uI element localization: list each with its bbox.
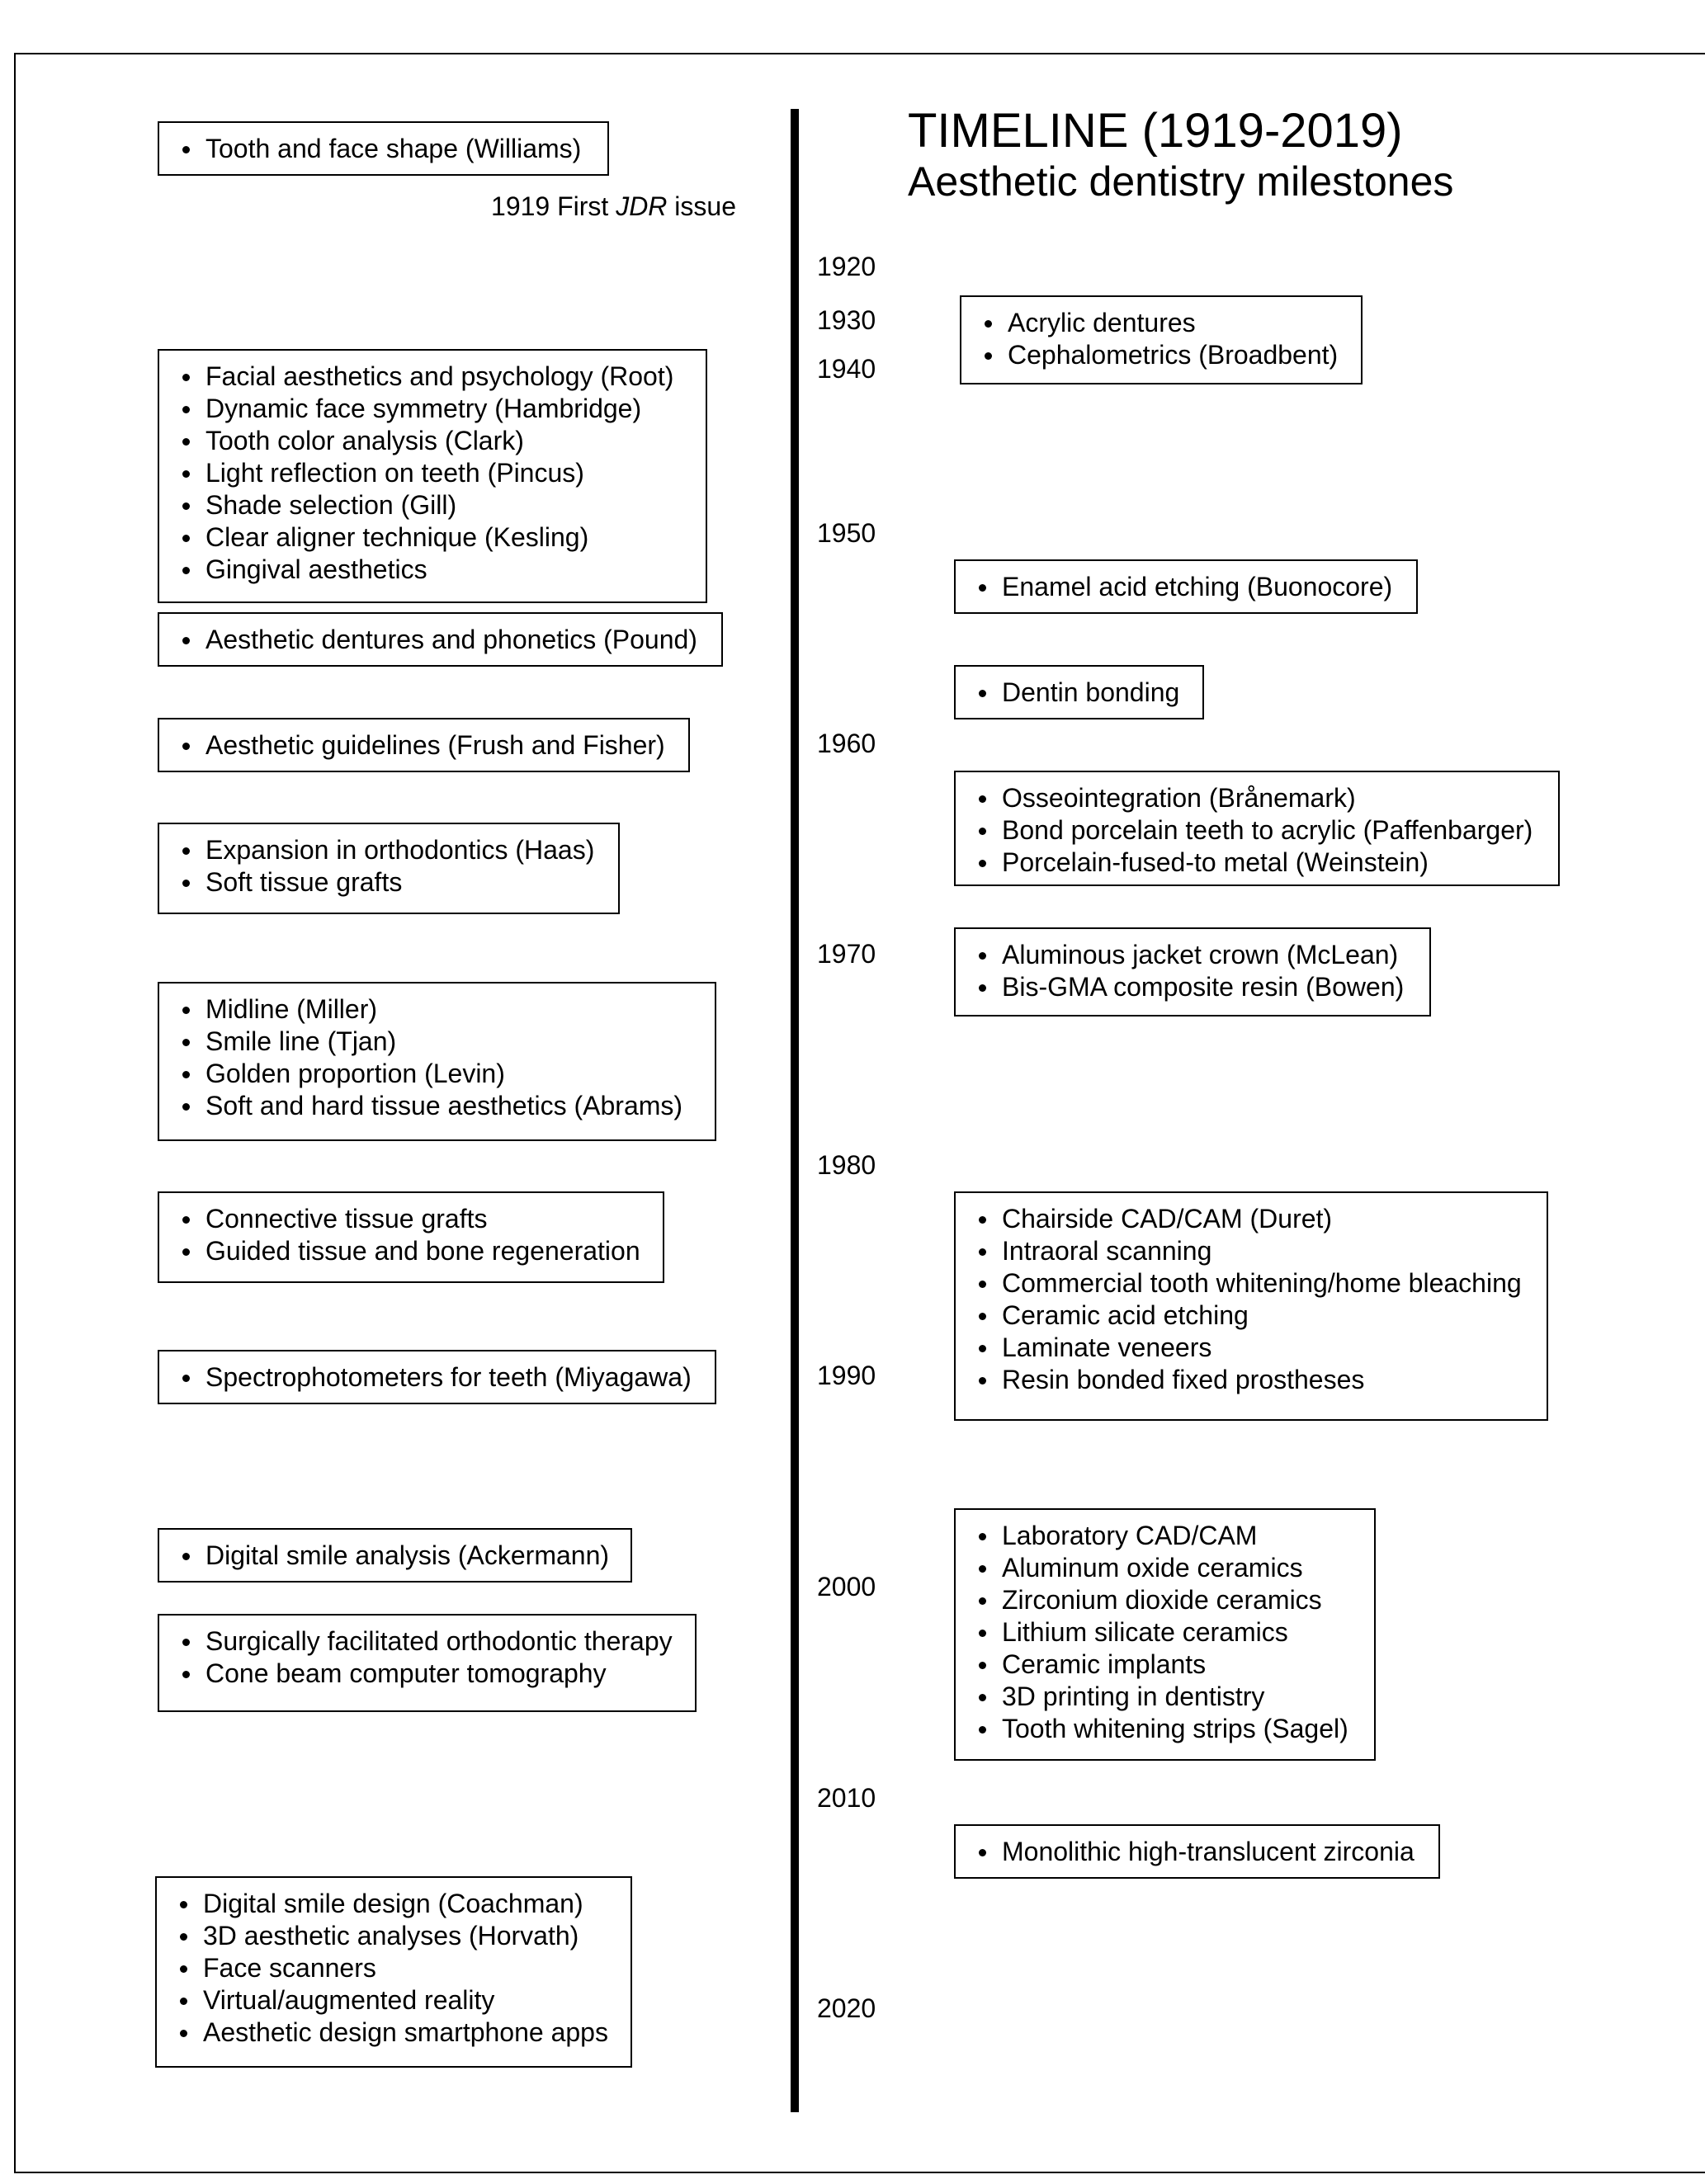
milestone-list [974,571,1398,603]
right-milestone-box [960,295,1363,384]
milestone-tooth-and-face-shape-williams: Tooth and face shape (Williams) [177,133,589,165]
milestone-smile-line-tjan: Smile line (Tjan) [177,1026,697,1058]
milestone-list [980,307,1343,371]
milestone-cone-beam-computer-tomography: Cone beam computer tomography [177,1658,677,1690]
milestone-3d-aesthetic-analyses-horvath: 3D aesthetic analyses (Horvath) [175,1920,612,1952]
milestone-connective-tissue-grafts: Connective tissue grafts [177,1203,645,1235]
milestone-list [177,834,600,899]
milestone-list [974,1520,1356,1745]
milestone-face-scanners: Face scanners [175,1952,612,1984]
milestone-osseointegration-br-nemark: Osseointegration (Brånemark) [974,782,1540,814]
milestone-monolithic-high-translucent-zirconia: Monolithic high-translucent zirconia [974,1836,1420,1868]
milestone-list [177,729,670,762]
right-milestone-box [954,559,1418,614]
milestone-dynamic-face-symmetry-hambridge: Dynamic face symmetry (Hambridge) [177,393,687,425]
milestone-digital-smile-design-coachman: Digital smile design (Coachman) [175,1888,612,1920]
milestone-commercial-tooth-whitening-home-bleaching: Commercial tooth whitening/home bleaching [974,1267,1528,1300]
first-issue-prefix: 1919 First [491,191,616,221]
milestone-laboratory-cad-cam: Laboratory CAD/CAM [974,1520,1356,1552]
left-milestone-box [158,982,716,1141]
year-label: 1980 [817,1150,876,1180]
left-milestone-box [155,1876,632,2068]
milestone-enamel-acid-etching-buonocore: Enamel acid etching (Buonocore) [974,571,1398,603]
milestone-zirconium-dioxide-ceramics: Zirconium dioxide ceramics [974,1584,1356,1616]
milestone-tooth-whitening-strips-sagel: Tooth whitening strips (Sagel) [974,1713,1356,1745]
year-label: 1940 [817,354,876,384]
milestone-shade-selection-gill: Shade selection (Gill) [177,489,687,521]
milestone-list [177,624,703,656]
year-label: 1970 [817,939,876,969]
milestone-list [177,361,687,586]
milestone-list [974,782,1540,879]
left-milestone-box [158,121,609,176]
milestone-guided-tissue-and-bone-regeneration: Guided tissue and bone regeneration [177,1235,645,1267]
milestone-dentin-bonding: Dentin bonding [974,677,1184,709]
year-label: 2020 [817,1993,876,2023]
timeline-title: TIMELINE (1919-2019) [908,104,1403,158]
left-milestone-box [158,1350,716,1404]
milestone-intraoral-scanning: Intraoral scanning [974,1235,1528,1267]
year-label: 2010 [817,1783,876,1813]
milestone-soft-and-hard-tissue-aesthetics-abrams: Soft and hard tissue aesthetics (Abrams) [177,1090,697,1122]
left-milestone-box [158,612,723,667]
left-milestone-box [158,1191,664,1283]
milestone-digital-smile-analysis-ackermann: Digital smile analysis (Ackermann) [177,1540,612,1572]
milestone-aluminum-oxide-ceramics: Aluminum oxide ceramics [974,1552,1356,1584]
milestone-aluminous-jacket-crown-mclean: Aluminous jacket crown (McLean) [974,939,1411,971]
milestone-golden-proportion-levin: Golden proportion (Levin) [177,1058,697,1090]
milestone-3d-printing-in-dentistry: 3D printing in dentistry [974,1681,1356,1713]
milestone-expansion-in-orthodontics-haas: Expansion in orthodontics (Haas) [177,834,600,866]
milestone-cephalometrics-broadbent: Cephalometrics (Broadbent) [980,339,1343,371]
milestone-list [177,1361,697,1394]
milestone-list [974,1836,1420,1868]
milestone-resin-bonded-fixed-prostheses: Resin bonded fixed prostheses [974,1364,1528,1396]
first-issue-suffix: issue [667,191,736,221]
year-label: 1920 [817,252,876,281]
milestone-list [974,677,1184,709]
right-milestone-box [954,665,1204,719]
milestone-bond-porcelain-teeth-to-acrylic-paffenbarger: Bond porcelain teeth to acrylic (Paffenbarger) [974,814,1540,847]
milestone-laminate-veneers: Laminate veneers [974,1332,1528,1364]
milestone-light-reflection-on-teeth-pincus: Light reflection on teeth (Pincus) [177,457,687,489]
milestone-midline-miller: Midline (Miller) [177,993,697,1026]
milestone-list [974,1203,1528,1396]
milestone-bis-gma-composite-resin-bowen: Bis-GMA composite resin (Bowen) [974,971,1411,1003]
milestone-surgically-facilitated-orthodontic-therapy: Surgically facilitated orthodontic therapy [177,1625,677,1658]
milestone-aesthetic-dentures-and-phonetics-pound: Aesthetic dentures and phonetics (Pound) [177,624,703,656]
left-milestone-box [158,1528,632,1583]
right-milestone-box [954,927,1431,1017]
milestone-list [974,939,1411,1003]
right-milestone-box [954,1508,1376,1761]
left-milestone-box [158,1614,697,1712]
milestone-lithium-silicate-ceramics: Lithium silicate ceramics [974,1616,1356,1649]
milestone-list [177,1203,645,1267]
right-milestone-box [954,1191,1548,1421]
right-milestone-box [954,771,1560,886]
milestone-soft-tissue-grafts: Soft tissue grafts [177,866,600,899]
milestone-list [175,1888,612,2049]
timeline-subtitle: Aesthetic dentistry milestones [908,158,1454,205]
milestone-clear-aligner-technique-kesling: Clear aligner technique (Kesling) [177,521,687,554]
timeline-axis [791,109,799,2112]
left-milestone-box [158,823,620,914]
milestone-acrylic-dentures: Acrylic dentures [980,307,1343,339]
first-issue-note [491,193,736,219]
milestone-ceramic-acid-etching: Ceramic acid etching [974,1300,1528,1332]
left-milestone-box [158,718,690,772]
year-label: 2000 [817,1572,876,1601]
milestone-virtual-augmented-reality: Virtual/augmented reality [175,1984,612,2017]
milestone-tooth-color-analysis-clark: Tooth color analysis (Clark) [177,425,687,457]
milestone-aesthetic-guidelines-frush-and-fisher: Aesthetic guidelines (Frush and Fisher) [177,729,670,762]
milestone-gingival-aesthetics: Gingival aesthetics [177,554,687,586]
milestone-ceramic-implants: Ceramic implants [974,1649,1356,1681]
milestone-chairside-cad-cam-duret: Chairside CAD/CAM (Duret) [974,1203,1528,1235]
year-label: 1960 [817,729,876,758]
journal-abbrev: JDR [616,191,668,221]
year-label: 1950 [817,518,876,548]
milestone-list [177,1625,677,1690]
milestone-facial-aesthetics-and-psychology-root: Facial aesthetics and psychology (Root) [177,361,687,393]
milestone-aesthetic-design-smartphone-apps: Aesthetic design smartphone apps [175,2017,612,2049]
milestone-list [177,993,697,1122]
year-label: 1930 [817,305,876,335]
right-milestone-box [954,1824,1440,1879]
milestone-list [177,133,589,165]
milestone-list [177,1540,612,1572]
milestone-spectrophotometers-for-teeth-miyagawa: Spectrophotometers for teeth (Miyagawa) [177,1361,697,1394]
year-label: 1990 [817,1361,876,1390]
milestone-porcelain-fused-to-metal-weinstein: Porcelain-fused-to metal (Weinstein) [974,847,1540,879]
left-milestone-box [158,349,707,603]
